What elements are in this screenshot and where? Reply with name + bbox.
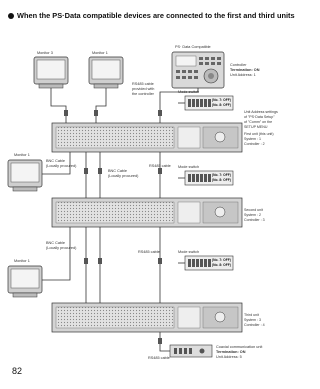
bnc-low-label-1: BNC Cable <box>46 241 65 245</box>
third-unit-label: Third unit <box>244 313 259 317</box>
mode-switch-3-no8: (No. 8: OFF) <box>212 263 231 267</box>
controller-unit-address: Unit Address: 1 <box>230 73 256 77</box>
mode-switch-3-label: Mode switch <box>178 250 200 254</box>
third-unit-system: System : 3 <box>244 318 261 322</box>
page-title <box>8 12 295 21</box>
recorder-unit-2-icon <box>52 198 242 227</box>
monitor-1-mid-label: Monitor 1 <box>14 153 30 157</box>
controller-icon <box>172 52 224 88</box>
mode-switch-2-no7: (No. 7: OFF) <box>212 173 231 177</box>
controller-termination-value: Termination: ON <box>230 68 260 72</box>
mode-switch-1-no7: (No. 7: OFF) <box>212 98 231 102</box>
rs485-provided-label-1: RS485 cable <box>132 82 154 86</box>
controller-label: PS· Data Compatible <box>175 45 211 49</box>
unit-address-note-1: Unit Address settings <box>244 110 278 114</box>
rs485-low-label: RS485 cable <box>138 250 160 254</box>
recorder-unit-3-icon <box>52 303 242 332</box>
rs485-provided-label-3: the controller <box>132 92 154 96</box>
monitor-1-bottom-label: Monitor 1 <box>14 259 30 263</box>
mode-switch-2-label: Mode switch <box>178 165 200 169</box>
bnc-low-label-2: (Locally procured) <box>46 246 77 250</box>
mode-switch-1-label: Mode switch <box>178 90 200 94</box>
coaxial-unit-icon <box>170 345 212 357</box>
first-unit-controller: Controller : 2 <box>244 142 265 146</box>
third-unit-controller: Controller : 4 <box>244 323 265 327</box>
mode-switch-2-no8: (No. 8: OFF) <box>212 178 231 182</box>
monitor-3-icon <box>34 57 68 88</box>
bnc-mid-label-2: (Locally procured) <box>108 174 139 178</box>
rs485-bottom-label: RS485 cable <box>148 356 170 360</box>
coaxial-label-2: Termination: ON <box>216 350 246 354</box>
unit-address-note-4: SETUP MENU <box>244 125 268 129</box>
bnc-mid-label-1: BNC Cable <box>108 169 127 173</box>
title-text: When the PS·Data compatible devices are connected to the first and third units <box>17 11 295 20</box>
coaxial-label-3: Unit Address: 5 <box>216 355 242 359</box>
monitor-1-bottom-icon <box>8 266 42 297</box>
monitor-1-top-label: Monitor 1 <box>92 51 108 55</box>
recorder-unit-1-icon <box>52 123 242 152</box>
monitor-1-mid-icon <box>8 160 42 191</box>
unit-address-note-2: of "PS·Data Setup" <box>244 115 275 119</box>
first-unit-system: System : 1 <box>244 137 261 141</box>
unit-address-note-3: of "Comm" on the <box>244 120 273 124</box>
bnc-left-label-2: (Locally procured) <box>46 164 77 168</box>
monitor-1-top-icon <box>89 57 123 88</box>
mode-switch-3-no7: (No. 7: OFF) <box>212 258 231 262</box>
rs485-provided-label-2: provided with <box>132 87 155 91</box>
bullet-icon <box>8 13 14 19</box>
second-unit-controller: Controller : 3 <box>244 218 265 222</box>
rs485-mid-label: RS485 cable <box>149 164 171 168</box>
monitor-3-label: Monitor 3 <box>37 51 53 55</box>
page-number: 82 <box>12 366 23 376</box>
coaxial-label-1: Coaxial communication unit <box>216 345 263 349</box>
second-unit-label: Second unit <box>244 208 263 212</box>
mode-switch-1-no8: (No. 8: OFF) <box>212 103 231 107</box>
second-unit-system: System : 2 <box>244 213 261 217</box>
controller-termination-label: Controller <box>230 63 247 67</box>
bnc-left-label-1: BNC Cable <box>46 159 65 163</box>
first-unit-label: First unit (this unit) <box>244 132 274 136</box>
